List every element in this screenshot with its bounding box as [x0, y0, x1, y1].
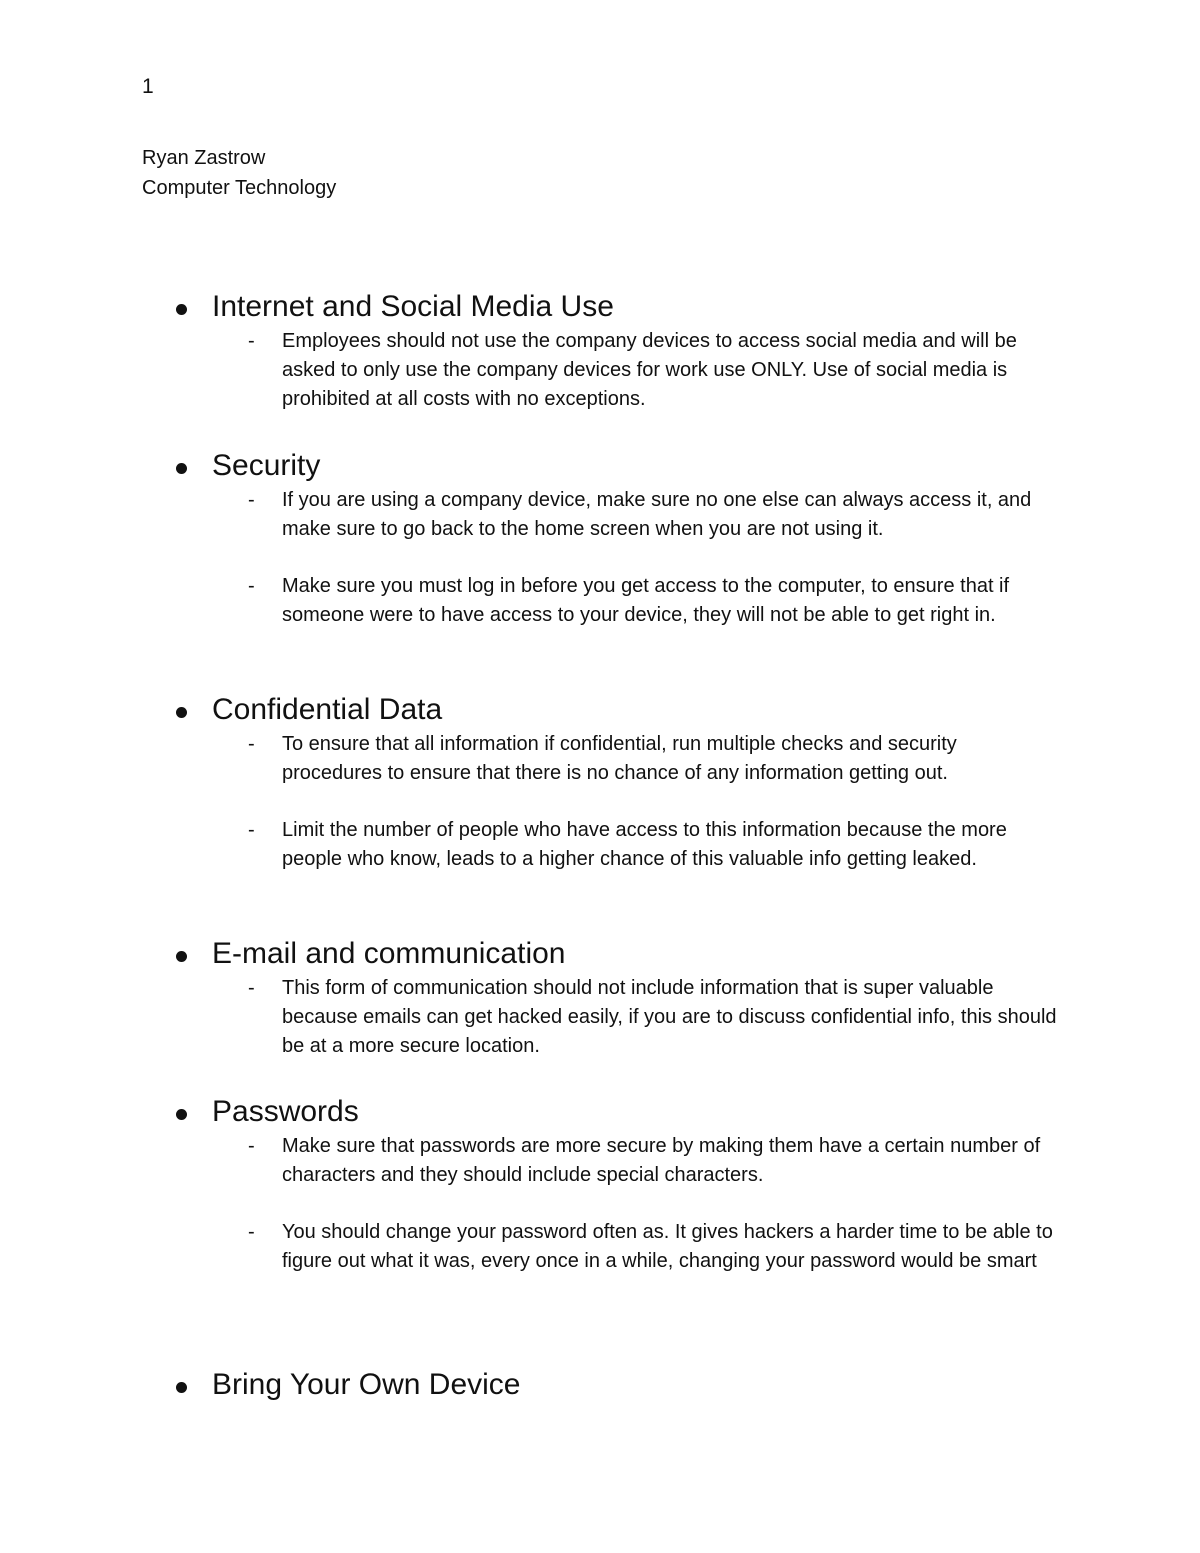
list-item-text: This form of communication should not include information that is super valuable because emails can get hacked easily, if you are to discuss confidential info, this should be at a more secure location. — [282, 977, 1057, 1057]
section-heading — [172, 1367, 1072, 1405]
dash-icon: - — [248, 977, 255, 999]
dash-icon: - — [248, 733, 255, 755]
section-bring-your-own-device — [172, 1367, 1072, 1405]
dash-icon: - — [248, 330, 255, 352]
list-item — [248, 1132, 1062, 1190]
author-name: Ryan Zastrow — [142, 147, 266, 169]
section-internet-social-media — [172, 289, 1072, 414]
section-security — [172, 448, 1072, 630]
section-heading-text: Passwords — [212, 1095, 359, 1128]
dash-icon: - — [248, 819, 255, 841]
list-item — [248, 816, 1062, 874]
section-heading — [172, 1094, 1072, 1132]
section-heading-text: Confidential Data — [212, 693, 443, 726]
section-passwords — [172, 1094, 1072, 1276]
list-item — [248, 572, 1062, 630]
list-item-text: You should change your password often as. It gives hackers a harder time to be able to figure out what it was, every once in a while, changing your password would be smart — [282, 1221, 1053, 1272]
section-email-communication — [172, 936, 1072, 1061]
author-block — [142, 143, 336, 203]
section-heading — [172, 692, 1072, 730]
section-heading-text: E-mail and communication — [212, 937, 566, 970]
list-item-text: Make sure that passwords are more secure by making them have a certain number of characters and they should include special characters. — [282, 1135, 1041, 1186]
list-item-text: Make sure you must log in before you get access to the computer, to ensure that if someone were to have access to your device, they will not be able to get right in. — [282, 575, 1010, 626]
list-item — [248, 974, 1062, 1061]
list-item — [248, 486, 1062, 544]
course-name: Computer Technology — [142, 177, 337, 199]
section-heading-text: Internet and Social Media Use — [212, 290, 614, 323]
bullet-icon — [176, 1382, 187, 1393]
dash-icon: - — [248, 1221, 255, 1243]
bullet-icon — [176, 304, 187, 315]
dash-icon: - — [248, 1135, 255, 1157]
section-heading — [172, 289, 1072, 327]
section-heading — [172, 936, 1072, 974]
list-item — [248, 730, 1062, 788]
dash-icon: - — [248, 489, 255, 511]
section-heading-text: Security — [212, 449, 321, 482]
bullet-icon — [176, 951, 187, 962]
page-number: 1 — [142, 75, 154, 98]
section-confidential-data — [172, 692, 1072, 874]
section-heading — [172, 448, 1072, 486]
bullet-icon — [176, 1109, 187, 1120]
list-item-text: Limit the number of people who have access to this information because the more people who know, leads to a higher chance of this valuable info getting leaked. — [282, 819, 1007, 870]
bullet-icon — [176, 463, 187, 474]
list-item-text: Employees should not use the company devices to access social media and will be asked to only use the company devices for work use ONLY. Use of social media is prohibited at all costs with no exceptions. — [282, 330, 1017, 410]
bullet-icon — [176, 707, 187, 718]
list-item — [248, 1218, 1062, 1276]
list-item-text: If you are using a company device, make sure no one else can always access it, and make sure to go back to the home screen when you are not using it. — [282, 489, 1032, 540]
list-item — [248, 327, 1062, 414]
dash-icon: - — [248, 575, 255, 597]
list-item-text: To ensure that all information if confidential, run multiple checks and security procedures to ensure that there is no chance of any information getting out. — [282, 733, 957, 784]
section-heading-text: Bring Your Own Device — [212, 1368, 521, 1401]
